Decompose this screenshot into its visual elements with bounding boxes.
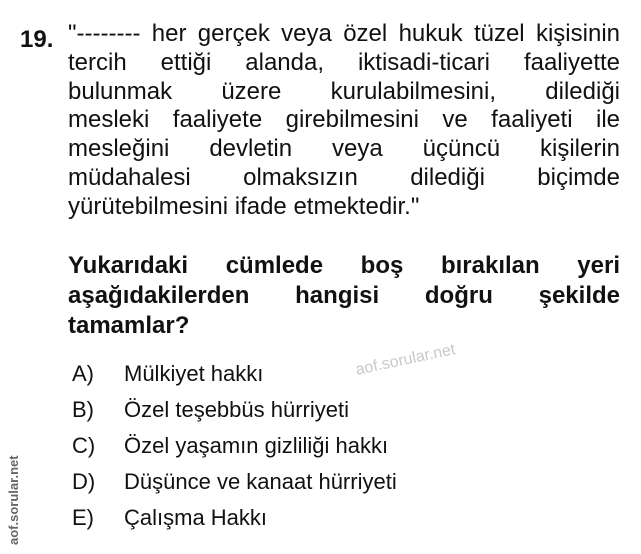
option-letter: A) xyxy=(72,361,94,386)
option-e[interactable] xyxy=(72,500,397,536)
prompt-line: tamamlar? xyxy=(68,312,190,339)
option-b[interactable] xyxy=(72,392,397,428)
option-a[interactable] xyxy=(72,356,397,392)
stem-line: tercih ettiği alanda, iktisadi-ticari faaliyette xyxy=(68,48,620,76)
prompt-line: aşağıdakilerden hangisi doğru şekilde xyxy=(68,282,620,309)
option-text: Mülkiyet hakkı xyxy=(124,361,264,386)
option-letter: E) xyxy=(72,505,94,530)
option-d[interactable] xyxy=(72,464,397,500)
stem-line: yürütebilmesini ifade etmektedir." xyxy=(68,192,420,220)
stem-line: mesleki faaliyete girebilmesini ve faaliyeti ile xyxy=(68,106,620,134)
option-letter: C) xyxy=(72,433,96,458)
stem-line: bulunmak üzere kurulabilmesini, dilediği xyxy=(68,77,620,105)
stem-line: mesleğini devletin veya üçüncü kişilerin xyxy=(68,135,620,163)
option-text: Özel teşebbüs hürriyeti xyxy=(124,397,349,422)
option-text: Çalışma Hakkı xyxy=(124,505,268,530)
option-letter: D) xyxy=(72,469,96,494)
question-number: 19. xyxy=(20,26,54,53)
stem-line: müdahalesi olmaksızın dilediği biçimde xyxy=(68,163,620,191)
question-stem xyxy=(68,20,620,222)
option-text: Özel yaşamın gizliliği hakkı xyxy=(124,433,389,458)
answer-options xyxy=(72,356,397,536)
question-prompt xyxy=(68,251,620,341)
option-c[interactable] xyxy=(72,428,397,464)
option-text: Düşünce ve kanaat hürriyeti xyxy=(124,469,397,494)
option-letter: B) xyxy=(72,397,94,422)
stem-line: "-------- her gerçek veya özel hukuk tüzel kişisinin xyxy=(68,20,620,47)
prompt-line: Yukarıdaki cümlede boş bırakılan yeri xyxy=(68,252,620,279)
watermark-side: aof.sorular.net xyxy=(6,455,21,545)
watermark-center: aof.sorular.net xyxy=(354,341,457,379)
